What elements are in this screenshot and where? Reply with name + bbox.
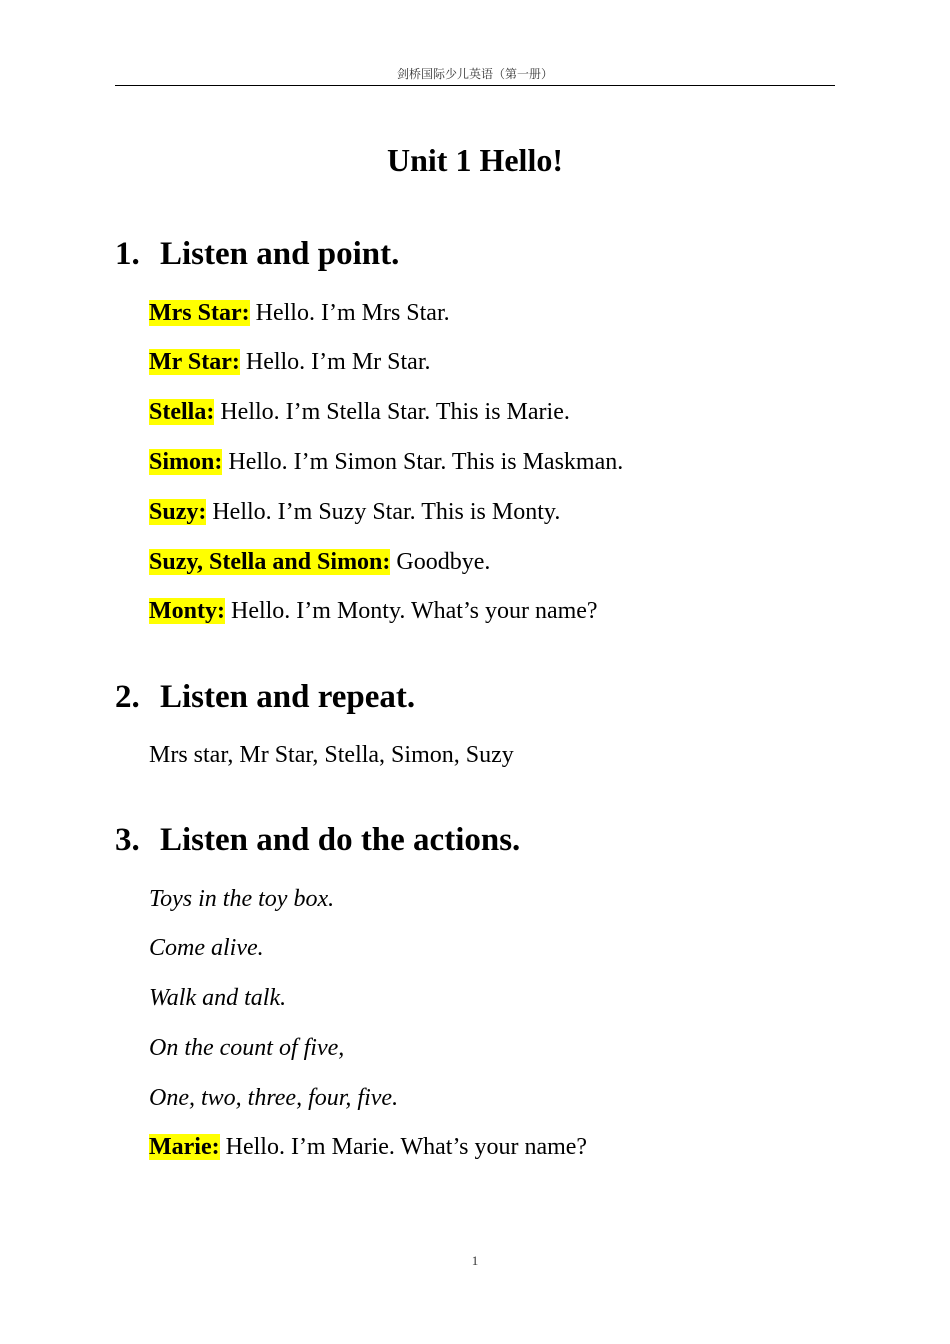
chant-line: Come alive. (149, 935, 264, 961)
section-heading-2 (115, 677, 415, 717)
section-title: Listen and point. (160, 236, 400, 272)
chant-line: Walk and talk. (149, 985, 287, 1011)
section-number: 1. (115, 236, 140, 272)
speaker-label: Simon: (149, 449, 223, 475)
section-number: 2. (115, 679, 140, 715)
speaker-label: Mrs Star: (149, 300, 250, 326)
dialogue-line (149, 346, 431, 378)
page-number: 1 (471, 1253, 479, 1268)
dialogue-text: Hello. I’m Stella Star. This is Marie. (214, 399, 570, 425)
dialogue-text: Hello. I’m Mr Star. (239, 349, 431, 375)
section-heading-1 (115, 234, 399, 274)
page-title: Unit 1 Hello! (387, 142, 563, 178)
section-title: Listen and repeat. (160, 679, 416, 715)
speaker-label: Mr Star: (149, 349, 240, 375)
speaker-label: Suzy, Stella and Simon: (149, 549, 391, 575)
section-heading-3 (115, 820, 520, 860)
chant-line: Toys in the toy box. (149, 886, 335, 912)
dialogue-line (149, 297, 450, 329)
dialogue-text: Hello. I’m Mrs Star. (249, 300, 450, 326)
dialogue-line (149, 446, 623, 478)
speaker-label: Stella: (149, 399, 215, 425)
dialogue-line (149, 496, 560, 528)
chant-line: One, two, three, four, five. (149, 1085, 399, 1111)
dialogue-line (149, 1131, 587, 1163)
header-rule (115, 85, 835, 86)
dialogue-text: Goodbye. (390, 549, 491, 575)
section-title: Listen and do the actions. (160, 822, 521, 858)
chant-line: On the count of five, (149, 1035, 345, 1061)
repeat-line: Mrs star, Mr Star, Stella, Simon, Suzy (149, 742, 514, 768)
section-number: 3. (115, 822, 140, 858)
page-header: 剑桥国际少儿英语（第一册） (396, 67, 553, 81)
dialogue-text: Hello. I’m Suzy Star. This is Monty. (206, 499, 561, 525)
dialogue-line (149, 546, 490, 578)
dialogue-text: Hello. I’m Monty. What’s your name? (224, 598, 598, 624)
dialogue-line (149, 595, 598, 627)
dialogue-text: Hello. I’m Marie. What’s your name? (219, 1134, 588, 1160)
speaker-label: Marie: (149, 1134, 220, 1160)
dialogue-line (149, 396, 570, 428)
dialogue-text: Hello. I’m Simon Star. This is Maskman. (222, 449, 624, 475)
speaker-label: Monty: (149, 598, 225, 624)
speaker-label: Suzy: (149, 499, 207, 525)
